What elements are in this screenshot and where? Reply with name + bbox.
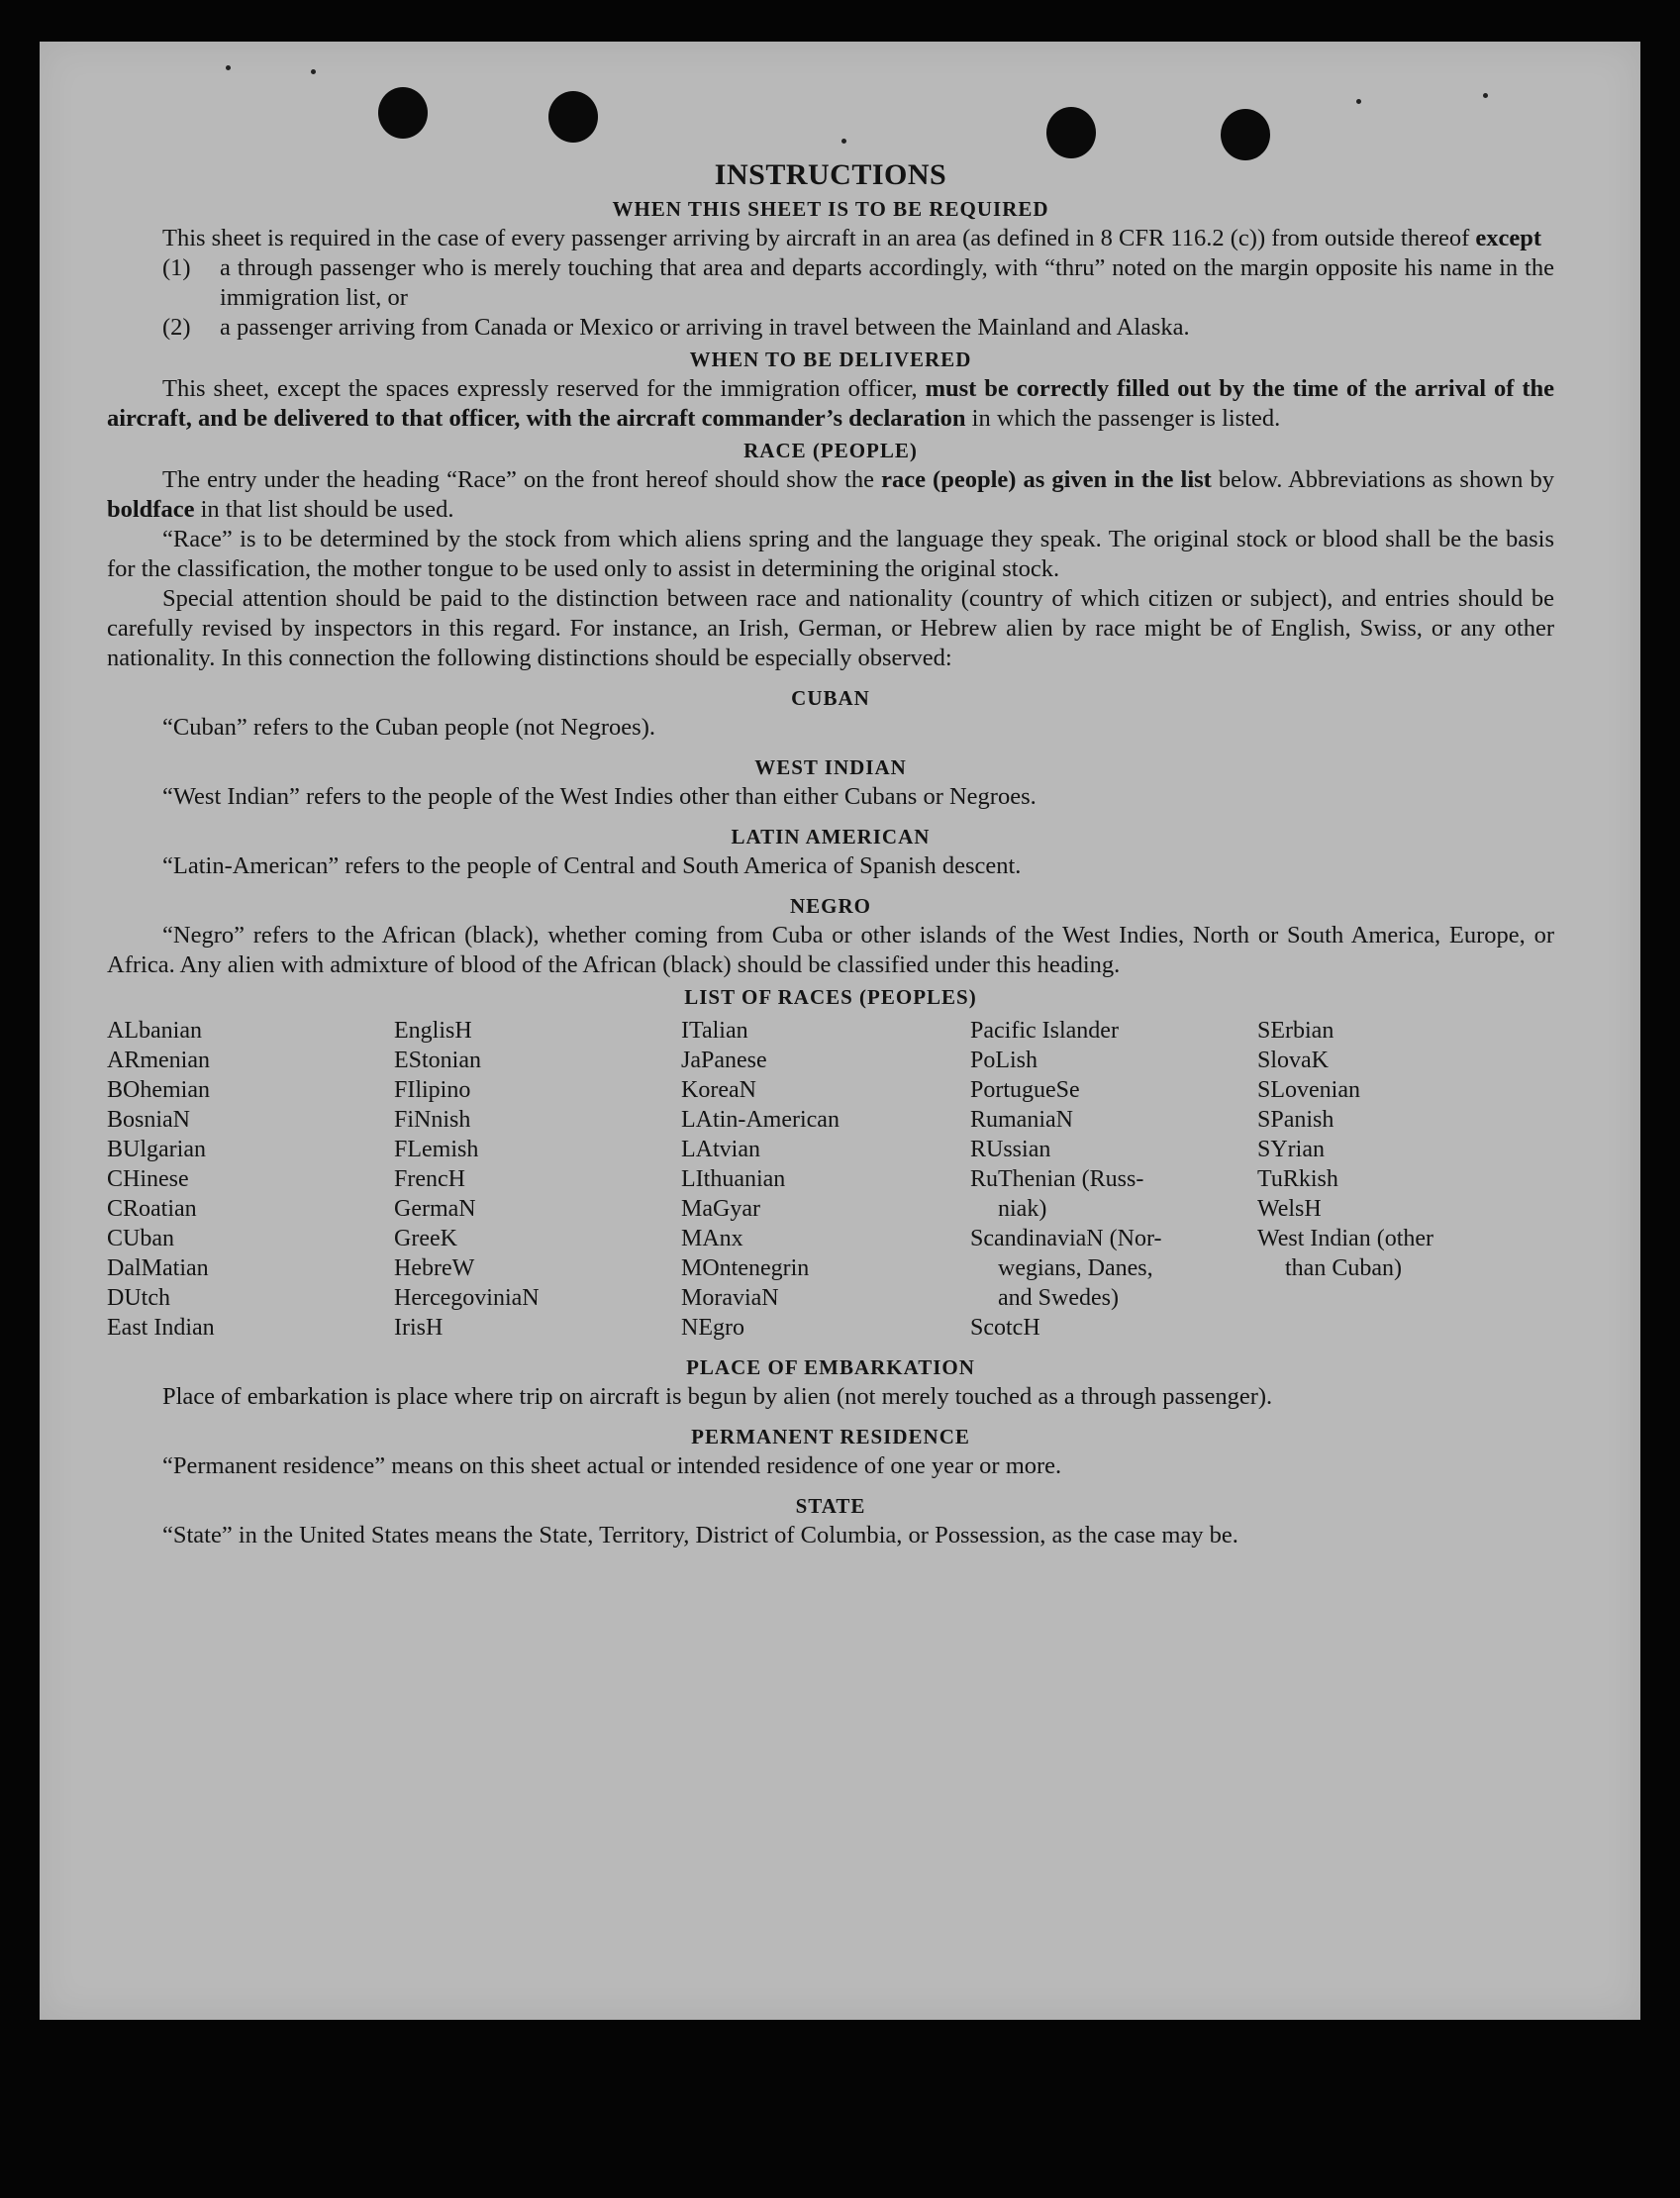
race-entry: WelsH [1257,1196,1322,1222]
when-delivered-text [107,374,1554,434]
race-text: in that list should be used. [194,496,454,523]
race-bold: boldface [107,496,195,523]
delivered-bold: must be correctly filled out by the time of the arrival of the aircraft, and be delivered to that officer, with the aircraft commander’s declaration [107,375,1555,432]
negro-text: “Negro” refers to the African (black), whether coming from Cuba or other islands of the West Indies, North or South America, Europe, or Africa. Any alien with admixture of blood of the African (black) should be classified under this heading. [107,922,1554,978]
race-entry: PortugueSe [970,1077,1080,1103]
races-column-2 [394,1016,681,1343]
race-entry: SLovenian [1257,1077,1360,1103]
item-text: a passenger arriving from Canada or Mexico or arriving in travel between the Mainland and Alaska. [220,314,1190,341]
heading-list-of-races: LIST OF RACES (PEOPLES) [684,985,977,1009]
delivered-text: This sheet, except the spaces expressly reserved for the immigration officer, [162,375,926,402]
race-entry: CRoatian [107,1196,197,1222]
punch-hole-4 [1221,109,1270,160]
heading-when-required: WHEN THIS SHEET IS TO BE REQUIRED [612,197,1049,221]
races-column-4 [970,1016,1257,1343]
race-entry: BOhemian [107,1077,210,1103]
race-entry: BUlgarian [107,1137,206,1162]
list-item [107,313,1554,343]
race-entry: East Indian [107,1315,215,1341]
race-entry: LIthuanian [681,1166,786,1192]
document-sheet [40,42,1640,2020]
race-entry: DalMatian [107,1255,209,1281]
latin-american-text: “Latin-American” refers to the people of Central and South America of Spanish descent. [162,852,1022,879]
race-entry: CUban [107,1226,174,1251]
item-text: a through passenger who is merely touching that area and departs accordingly, with “thru” noted on the margin opposite his name in the immigration list, or [220,254,1554,311]
race-entry: FIlipino [394,1077,471,1103]
race-entry: SErbian [1257,1018,1334,1044]
race-entry: LAtin-American [681,1107,840,1133]
race-entry: MaGyar [681,1196,760,1222]
punch-hole-3 [1046,107,1096,158]
race-entry: ScandinaviaN (Nor- [970,1226,1162,1251]
delivered-text-end: in which the passenger is listed. [965,405,1281,432]
race-entry: FLemish [394,1137,479,1162]
race-entry: EStonian [394,1048,481,1073]
race-entry: ARmenian [107,1048,210,1073]
race-entry: MOntenegrin [681,1255,810,1281]
race-entry: JaPanese [681,1048,767,1073]
race-entry: GreeK [394,1226,457,1251]
race-entry: SYrian [1257,1137,1325,1162]
race-entry: PoLish [970,1048,1038,1073]
heading-cuban: CUBAN [791,686,870,710]
west-indian-text: “West Indian” refers to the people of the West Indies other than either Cubans or Negroes. [162,783,1037,810]
race-entry: RumaniaN [970,1107,1073,1133]
race-entry: CHinese [107,1166,189,1192]
cuban-text: “Cuban” refers to the Cuban people (not Negroes). [162,714,655,741]
race-paragraph-3: Special attention should be paid to the distinction between race and nationality (country of which citizen or subject), and entries should be carefully revised by inspectors in this regard. For instance, an Irish, German, or Hebrew alien by race might be of English, Swiss, or any other nationality. In this connection the following distinctions should be especially observed: [107,585,1554,671]
race-entry: than Cuban) [1285,1255,1402,1281]
heading-when-delivered: WHEN TO BE DELIVERED [689,348,972,371]
intro-text: This sheet is required in the case of every passenger arriving by aircraft in an area (as defined in 8 CFR 116.2 (c)) from outside thereof [162,225,1476,251]
punch-hole-2 [548,91,598,143]
race-entry: RuThenian (Russ- [970,1166,1144,1192]
race-entry: MAnx [681,1226,743,1251]
race-entry: ITalian [681,1018,748,1044]
heading-state: STATE [795,1494,866,1518]
race-bold: race (people) as given in the list [881,466,1212,493]
race-entry: MoraviaN [681,1285,779,1311]
race-entry: SlovaK [1257,1048,1329,1073]
race-entry: HebreW [394,1255,475,1281]
embarkation-text: Place of embarkation is place where trip on aircraft is begun by alien (not merely touched as a through passenger). [162,1383,1273,1410]
speck [226,65,231,70]
list-item [107,253,1554,313]
punch-hole-1 [378,87,428,139]
heading-west-indian: WEST INDIAN [754,755,907,779]
race-entry: niak) [998,1196,1047,1222]
heading-residence: PERMANENT RESIDENCE [691,1425,970,1449]
race-entry: West Indian (other [1257,1226,1434,1251]
race-entry: wegians, Danes, [998,1255,1153,1281]
speck [841,139,846,144]
page-title: INSTRUCTIONS [714,158,947,191]
state-text: “State” in the United States means the State, Territory, District of Columbia, or Possession, as the case may be. [162,1522,1238,1549]
race-entry: ALbanian [107,1018,202,1044]
race-entry: RUssian [970,1137,1051,1162]
race-entry: HercegoviniaN [394,1285,540,1311]
race-entry: and Swedes) [998,1285,1119,1311]
race-entry: ScotcH [970,1315,1040,1341]
speck [311,69,316,74]
race-entry: FrencH [394,1166,465,1192]
race-text: below. Abbreviations as shown by [1211,466,1554,493]
race-entry: FiNnish [394,1107,471,1133]
heading-latin-american: LATIN AMERICAN [731,825,931,849]
race-entry: GermaN [394,1196,476,1222]
races-column-5 [1257,1016,1515,1343]
race-entry: BosniaN [107,1107,190,1133]
intro-bold: except [1475,225,1542,251]
race-entry: Pacific Islander [970,1018,1119,1044]
race-entry: IrisH [394,1315,444,1341]
race-entry: EnglisH [394,1018,472,1044]
race-entry: KoreaN [681,1077,756,1103]
item-number: (2) [162,314,191,341]
heading-race: RACE (PEOPLE) [743,439,918,462]
race-entry: SPanish [1257,1107,1334,1133]
race-paragraph-1 [107,465,1554,525]
races-column-1 [107,1016,394,1343]
residence-text: “Permanent residence” means on this sheet actual or intended residence of one year or more. [162,1452,1062,1479]
heading-negro: NEGRO [789,894,871,918]
speck [1483,93,1488,98]
item-number: (1) [162,254,191,281]
heading-embarkation: PLACE OF EMBARKATION [686,1355,975,1379]
instructions-content [107,158,1554,1550]
races-column-3 [681,1016,970,1343]
race-entry: NEgro [681,1315,744,1341]
when-required-intro [107,224,1554,253]
speck [1356,99,1361,104]
race-paragraph-2: “Race” is to be determined by the stock from which aliens spring and the language they speak. The original stock or blood shall be the basis for the classification, the mother tongue to be used only to assist in determining the original stock. [107,526,1554,582]
race-entry: TuRkish [1257,1166,1338,1192]
races-list [107,1016,1554,1343]
race-text: The entry under the heading “Race” on the front hereof should show the [162,466,882,493]
race-entry: LAtvian [681,1137,760,1162]
race-entry: DUtch [107,1285,170,1311]
